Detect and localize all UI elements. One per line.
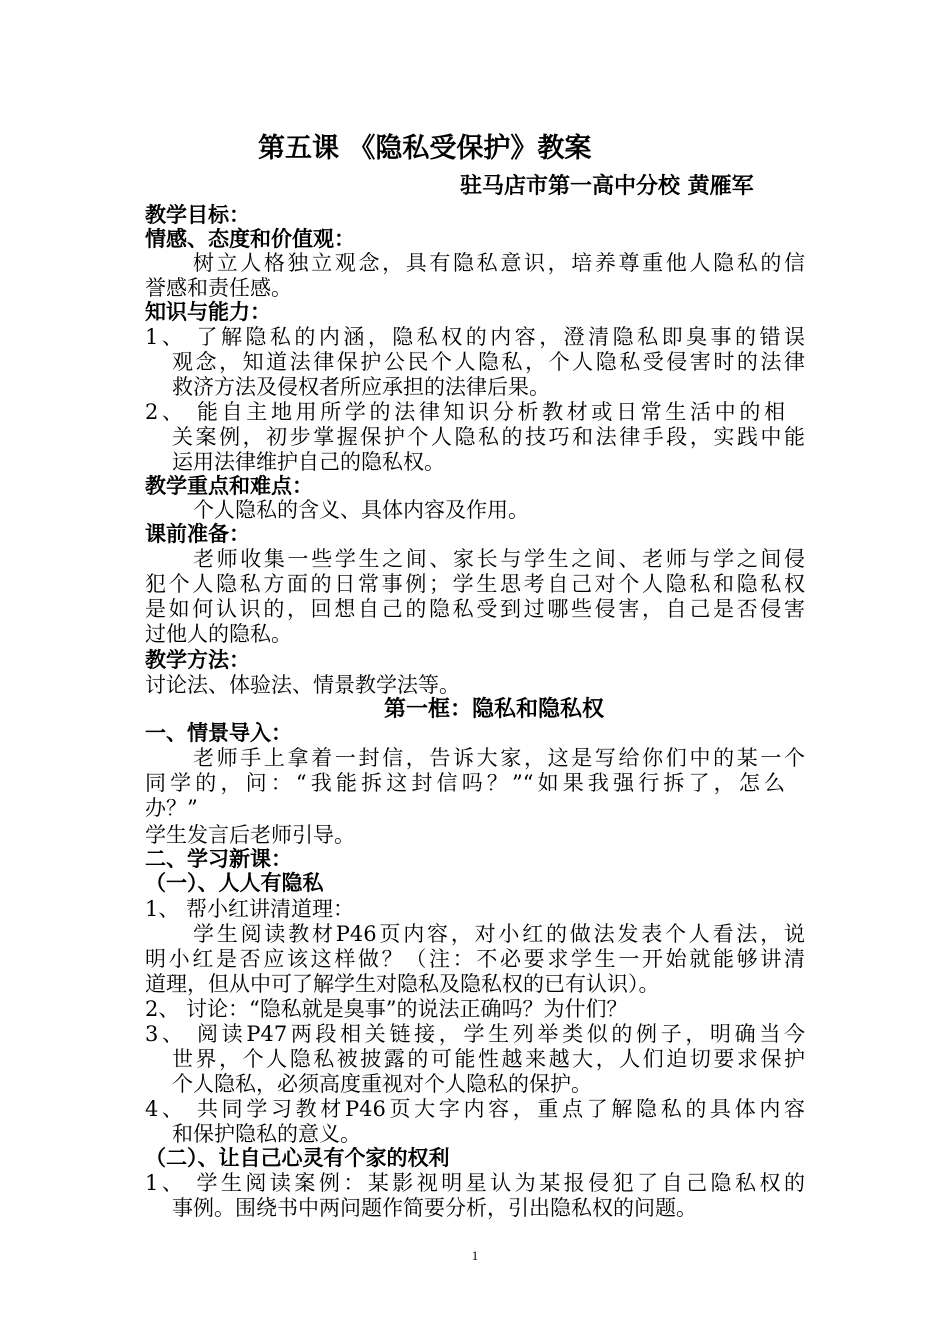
list-item: 3、 阅读P47两段相关链接，学生列举类似的例子，明确当今	[145, 1022, 805, 1046]
paragraph-line: 犯个人隐私方面的日常事例；学生思考自己对个人隐私和隐私权	[145, 572, 805, 596]
list-item-cont: 观念，知道法律保护公民个人隐私，个人隐私受侵害时的法律	[172, 350, 805, 374]
paragraph-line: 树立人格独立观念，具有隐私意识，培养尊重他人隐私的信	[193, 251, 805, 275]
heading-emotion: 情感、态度和价值观：	[145, 227, 355, 251]
paragraph-line: 同学的，问：“我能拆这封信吗？”“如果我强行拆了，怎么	[145, 771, 785, 795]
list-item-cont: 关案例，初步掌握保护个人隐私的技巧和法律手段，实践中能	[172, 425, 805, 449]
list-item-cont: 运用法律维护自己的隐私权。	[172, 450, 445, 474]
list-item-cont: 世界，个人隐私被披露的可能性越来越大，人们迫切要求保护	[172, 1047, 805, 1071]
subheading: （二）、让自己心灵有个家的权利	[145, 1146, 450, 1170]
heading-objectives: 教学目标：	[145, 203, 250, 227]
list-item: 2、 讨论：“隐私就是臭事”的说法正确吗？为什们？	[145, 997, 628, 1021]
heading-methods: 教学方法：	[145, 648, 250, 672]
list-item-cont: 救济方法及侵权者所应承担的法律后果。	[172, 375, 550, 399]
paragraph-line: 明小红是否应该这样做？（注：不必要求学生一开始就能够讲清	[145, 947, 805, 971]
paragraph-line: 是如何认识的，回想自己的隐私受到过哪些侵害，自己是否侵害	[145, 597, 805, 621]
heading-knowledge: 知识与能力：	[145, 300, 271, 324]
list-item-cont: 和保护隐私的意义。	[172, 1122, 361, 1146]
list-item: 1、 帮小红讲清道理：	[145, 897, 355, 921]
paragraph-line: 道理，但从中可了解学生对隐私及隐私权的已有认识）。	[145, 972, 660, 996]
paragraph-line: 老师手上拿着一封信，告诉大家，这是写给你们中的某一个	[193, 746, 805, 770]
list-item-cont: 事例。围绕书中两问题作简要分析，引出隐私权的问题。	[172, 1196, 697, 1220]
document-title: 第五课 《隐私受保护》教案	[258, 133, 592, 164]
paragraph-line: 个人隐私的含义、具体内容及作用。	[193, 498, 529, 522]
heading-key-points: 教学重点和难点：	[145, 474, 313, 498]
heading-preparation: 课前准备：	[145, 522, 250, 546]
list-item: 1、 了解隐私的内涵，隐私权的内容，澄清隐私即臭事的错误	[145, 325, 805, 349]
paragraph-line: 学生发言后老师引导。	[145, 823, 355, 847]
list-item-cont: 个人隐私，必须高度重视对个人隐私的保护。	[172, 1072, 592, 1096]
list-item: 1、 学生阅读案例：某影视明星认为某报侵犯了自己隐私权的	[145, 1171, 805, 1195]
heading-intro: 一、情景导入：	[145, 721, 292, 745]
paragraph-line: 办？”	[145, 796, 198, 820]
paragraph-line: 讨论法、体验法、情景教学法等。	[145, 673, 460, 697]
author-line: 驻马店市第一高中分校 黄雁军	[460, 174, 754, 199]
paragraph-line: 老师收集一些学生之间、家长与学生之间、老师与学之间侵	[193, 547, 805, 571]
heading-new-lesson: 二、学习新课：	[145, 847, 292, 871]
list-item: 2、 能自主地用所学的法律知识分析教材或日常生活中的相	[145, 400, 785, 424]
paragraph-line: 誉感和责任感。	[145, 276, 292, 300]
paragraph-line: 过他人的隐私。	[145, 622, 292, 646]
section-heading: 第一框：隐私和隐私权	[384, 697, 605, 722]
subheading: （一）、人人有隐私	[145, 871, 324, 895]
list-item: 4、 共同学习教材P46页大字内容，重点了解隐私的具体内容	[145, 1097, 805, 1121]
page-number: 1	[471, 1248, 479, 1263]
paragraph-line: 学生阅读教材P46页内容，对小红的做法发表个人看法，说	[193, 922, 805, 946]
